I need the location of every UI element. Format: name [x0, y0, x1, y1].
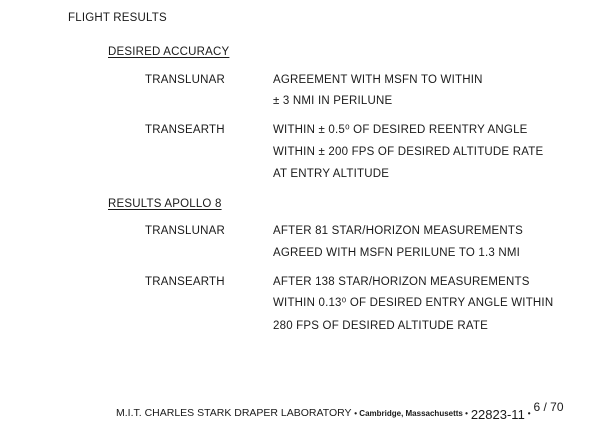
row-text: AT ENTRY ALTITUDE: [273, 168, 390, 180]
row-label: TRANSEARTH: [145, 276, 225, 288]
row-text: WITHIN ± 200 FPS OF DESIRED ALTITUDE RATE: [273, 146, 544, 158]
row-text: WITHIN ± 0.5⁰ OF DESIRED REENTRY ANGLE: [273, 124, 528, 136]
page-number: 6 / 70: [533, 400, 564, 414]
section-heading-results-apollo-8: RESULTS APOLLO 8: [108, 198, 222, 210]
row-text: ± 3 NMI IN PERILUNE: [273, 95, 393, 107]
footer-doc-number: 22823-11: [470, 407, 525, 422]
page-title: FLIGHT RESULTS: [68, 12, 167, 24]
row-text: WITHIN 0.13⁰ OF DESIRED ENTRY ANGLE WITHIN: [273, 297, 554, 309]
row-text: AFTER 81 STAR/HORIZON MEASUREMENTS: [273, 225, 524, 237]
section-heading-desired-accuracy: DESIRED ACCURACY: [108, 46, 230, 58]
row-text: 280 FPS OF DESIRED ALTITUDE RATE: [273, 320, 488, 332]
footer-location: • Cambridge, Massachusetts •: [354, 409, 468, 418]
row-label: TRANSEARTH: [145, 124, 225, 136]
row-text: AGREED WITH MSFN PERILUNE TO 1.3 NMI: [273, 247, 521, 259]
footer-lab: M.I.T. CHARLES STARK DRAPER LABORATORY: [116, 407, 352, 419]
footer-bullet: •: [527, 409, 531, 418]
row-text: AGREEMENT WITH MSFN TO WITHIN: [273, 74, 483, 86]
footer: [116, 400, 564, 422]
row-label: TRANSLUNAR: [145, 225, 225, 237]
row-text: AFTER 138 STAR/HORIZON MEASUREMENTS: [273, 276, 530, 288]
row-label: TRANSLUNAR: [145, 74, 225, 86]
